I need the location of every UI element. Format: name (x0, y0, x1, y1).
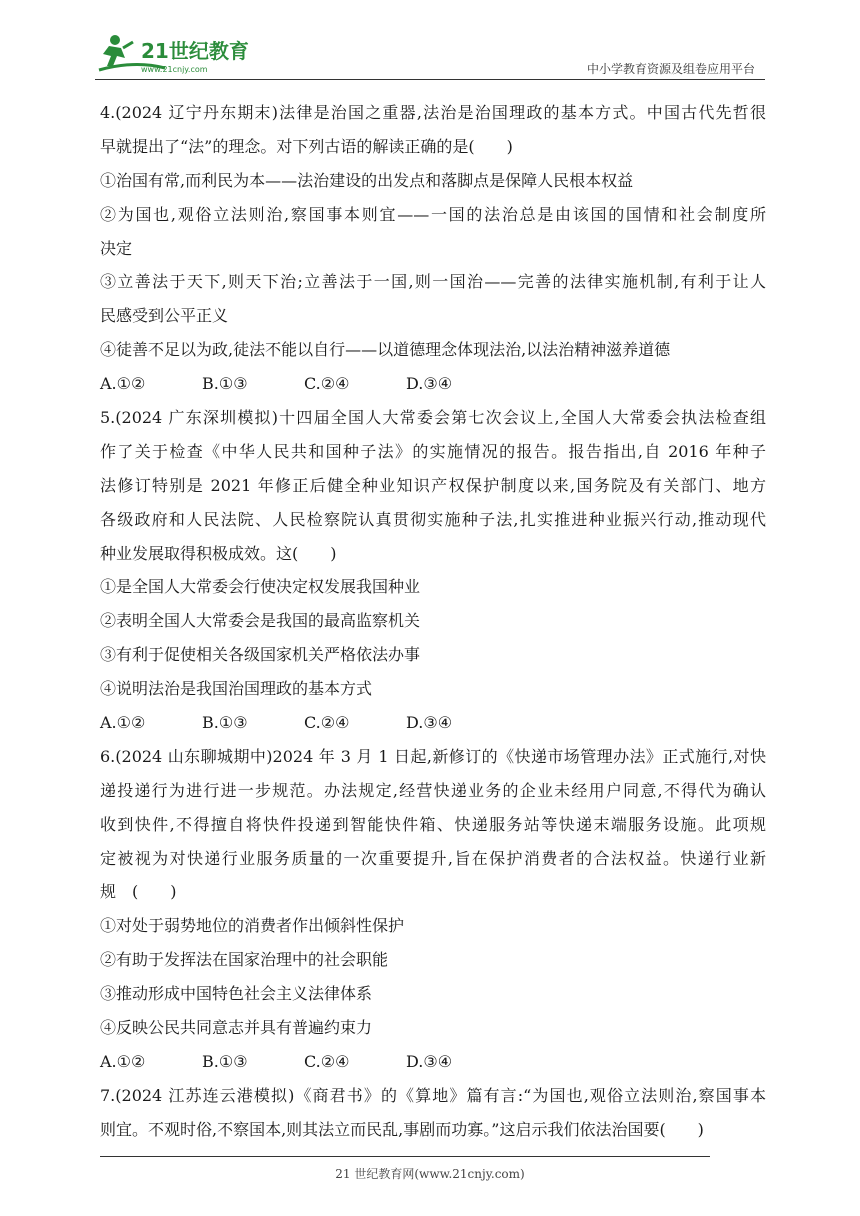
answer-options (100, 367, 766, 401)
statement-item: ③推动形成中国特色社会主义法律体系 (100, 984, 373, 1004)
statement-item: ②为国也,观俗立法则治,察国事本则宜——一国的法治总是由该国的国情和社会制度所 (100, 204, 766, 224)
answer-option[interactable]: C.②④ (304, 1051, 350, 1071)
question-content (100, 96, 766, 1147)
question-stem-line: 则宜。不观时俗,不察国本,则其法立而民乱,事剧而功寡。”这启示我们依法治国要( ) (100, 1119, 704, 1139)
page-header (95, 30, 765, 82)
question-stem-line: 种业发展取得积极成效。这( ) (100, 543, 337, 563)
answer-option[interactable]: A.①② (100, 713, 146, 733)
answer-option[interactable]: B.①③ (202, 713, 248, 733)
question-stem-line: 4.(2024 辽宁丹东期末)法律是治国之重器,法治是治国理政的基本方式。中国古代先哲很 (100, 103, 766, 122)
question-stem-line: 递投递行为进行进一步规范。办法规定,经营快递业务的企业未经用户同意,不得代为确认 (100, 780, 766, 800)
platform-label: 中小学教育资源及组卷应用平台 (586, 62, 755, 76)
statement-item: ①治国有常,而利民为本——法治建设的出发点和落脚点是保障人民根本权益 (100, 170, 634, 190)
question-stem-line: 6.(2024 山东聊城期中)2024 年 3 月 1 日起,新修订的《快递市场管理办法》正式施行,对快 (100, 746, 766, 766)
statement-item: ①对处于弱势地位的消费者作出倾斜性保护 (100, 916, 405, 936)
site-logo[interactable] (95, 30, 265, 78)
answer-option[interactable]: B.①③ (202, 374, 248, 394)
answer-option[interactable]: B.①③ (202, 1051, 248, 1071)
question-block (100, 740, 766, 1079)
answer-option[interactable]: C.②④ (304, 374, 350, 394)
question-stem-line: 定被视为对快递行业服务质量的一次重要提升,旨在保护消费者的合法权益。快递行业新 (100, 848, 766, 868)
statement-item: ④反映公民共同意志并具有普遍约束力 (100, 1018, 373, 1038)
statement-item: ②有助于发挥法在国家治理中的社会职能 (100, 950, 389, 970)
question-block (100, 96, 766, 401)
question-stem-line: 法修订特别是 2021 年修正后健全种业知识产权保护制度以来,国务院及有关部门、地方 (100, 475, 766, 495)
question-stem-line: 早就提出了“法”的理念。对下列古语的解读正确的是( ) (100, 136, 513, 156)
svg-text:www.21cnjy.com: www.21cnjy.com (141, 65, 208, 74)
statement-item: 决定 (100, 238, 133, 258)
question-block (100, 1079, 766, 1147)
page-footer: 21 世纪教育网(www.21cnjy.com) (335, 1167, 525, 1181)
question-stem-line: 规 ( ) (100, 882, 177, 902)
answer-option[interactable]: D.③④ (406, 374, 453, 394)
question-stem-line: 7.(2024 江苏连云港模拟)《商君书》的《算地》篇有言:“为国也,观俗立法则治,察国事本 (100, 1085, 766, 1105)
statement-item: ②表明全国人大常委会是我国的最高监察机关 (100, 611, 421, 631)
svg-text:21世纪教育: 21世纪教育 (141, 39, 249, 63)
answer-option[interactable]: A.①② (100, 374, 146, 394)
answer-options (100, 706, 766, 740)
runner-logo-icon (95, 30, 265, 78)
header-divider (95, 79, 765, 80)
question-stem-line: 5.(2024 广东深圳模拟)十四届全国人大常委会第七次会议上,全国人大常委会执法检查组 (100, 408, 766, 428)
statement-item: ④说明法治是我国治国理政的基本方式 (100, 679, 373, 699)
answer-option[interactable]: C.②④ (304, 713, 350, 733)
statement-item: ③有利于促使相关各级国家机关严格依法办事 (100, 645, 421, 665)
question-block (100, 401, 766, 740)
statement-item: ③立善法于天下,则天下治;立善法于一国,则一国治——完善的法律实施机制,有利于让人 (100, 272, 766, 292)
statement-item: ①是全国人大常委会行使决定权发展我国种业 (100, 577, 421, 597)
statement-item: ④徒善不足以为政,徒法不能以自行——以道德理念体现法治,以法治精神滋养道德 (100, 340, 671, 360)
question-stem-line: 作了关于检查《中华人民共和国种子法》的实施情况的报告。报告指出,自 2016 年种子 (100, 441, 766, 461)
question-stem-line: 各级政府和人民法院、人民检察院认真贯彻实施种子法,扎实推进种业振兴行动,推动现代 (100, 509, 766, 529)
footer-divider (100, 1156, 710, 1157)
question-stem-line: 收到快件,不得擅自将快件投递到智能快件箱、快递服务站等快递末端服务设施。此项规 (100, 814, 766, 834)
answer-option[interactable]: D.③④ (406, 1051, 453, 1071)
answer-options (100, 1045, 766, 1079)
answer-option[interactable]: D.③④ (406, 713, 453, 733)
statement-item: 民感受到公平正义 (100, 306, 229, 326)
answer-option[interactable]: A.①② (100, 1051, 146, 1071)
